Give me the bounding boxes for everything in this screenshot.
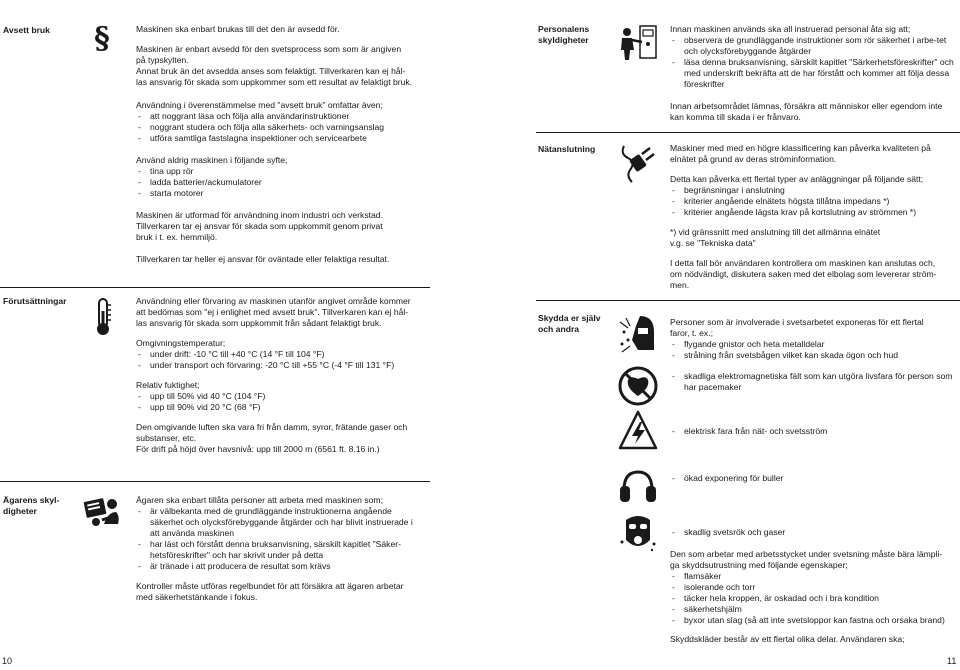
text-line: Relativ fuktighet; <box>136 380 200 390</box>
list-item: - under transport och förvaring: -20 °C till +55 °C (-4 °F till 131 °F) <box>136 360 436 371</box>
mask-goggles-icon <box>618 512 658 554</box>
text-line: kan komma till skada i er frånvaro. <box>670 112 801 122</box>
forut-block-1 <box>136 296 436 329</box>
list-item: - ökad exponering för buller <box>670 473 958 484</box>
list-item: - isolerande och torr <box>670 582 958 593</box>
forut-block-3 <box>136 380 436 413</box>
text-line: faror, t. ex.; <box>670 328 713 338</box>
text-line: Maskinen är utformad för användning inom industri och verkstad. <box>136 210 383 220</box>
text-line: las ansvarig för skada som uppkommit från sådant felaktigt bruk. <box>136 318 382 328</box>
avsett-text-2 <box>136 100 436 274</box>
text-line: med säkerhetstänkande i fokus. <box>136 592 258 602</box>
list-item: - elektrisk fara från nät- och svetsström <box>670 426 958 437</box>
natanslutning-text <box>670 143 958 300</box>
forut-block-4 <box>136 422 436 455</box>
list-item: - upp till 90% vid 20 °C (68 °F) <box>136 402 436 413</box>
list-item: - är välbekanta med de grundläggande instruktionerna angående säkerhet och olycksförebyggande åtgärder och har blivit instruerade i att använda maskinen <box>136 506 424 539</box>
list-item: - utföra samtliga fastslagna inspektioner och servicearbete <box>136 133 436 144</box>
svg-text:§: § <box>94 24 110 52</box>
text-line: att bedömas som "ej i enlighet med avsett bruk". Tillverkaren kan ej hål- <box>136 307 409 317</box>
nat-block-3 <box>670 227 958 249</box>
page-number-left: 10 <box>2 656 13 666</box>
skydda-noise <box>670 473 958 484</box>
skydda-pacemaker <box>670 371 958 393</box>
list-item: - täcker hela kroppen, är oskadad och i bra kondition <box>670 593 958 604</box>
label-line: och andra <box>538 324 580 334</box>
avsett-block-4 <box>136 155 436 199</box>
list-item: - starta motorer <box>136 188 436 199</box>
list-item: - tina upp rör <box>136 166 436 177</box>
text-line: Den som arbetar med arbetsstycket under svetsning måste bära lämpli- <box>670 549 943 559</box>
text-line: Annat bruk än det avsedda anses som felaktigt. Tillverkaren kan ej hål- <box>136 66 406 76</box>
text-line: Detta kan påverka ett flertal typer av anläggningar på följande sätt; <box>670 174 924 184</box>
sparks-welder-icon <box>618 310 662 360</box>
label-line: Ägarens skyl- <box>3 495 60 505</box>
text-line: Maskinen ska enbart brukas till det den är avsedd för. <box>136 24 340 34</box>
list-item: - strålning från svetsbågen vilket kan skada ögon och hud <box>670 350 958 361</box>
list-item: - upp till 50% vid 40 °C (104 °F) <box>136 391 436 402</box>
list-item: - säkerhetshjälm <box>670 604 958 615</box>
forutsattningar-text <box>136 296 436 464</box>
text-line: Maskiner med med en högre klassificering kan påverka kvaliteten på <box>670 143 931 153</box>
list-item: - flamsäker <box>670 571 958 582</box>
text-line: v.g. se "Tekniska data" <box>670 238 756 248</box>
text-line: på typskylten. <box>136 55 189 65</box>
list-item: - flygande gnistor och heta metalldelar <box>670 339 958 350</box>
text-line: *) vid gränssnitt med anslutning till det allmänna elnätet <box>670 227 881 237</box>
agarens-block-2 <box>136 581 424 603</box>
text-line: Använd aldrig maskinen i följande syfte; <box>136 155 288 165</box>
text-line: ga skyddsutrustning med följande egenskaper; <box>670 560 848 570</box>
page-number-right: 11 <box>947 656 957 666</box>
section-label-agarens <box>3 495 83 517</box>
text-line: Användning i överenstämmelse med "avsett bruk" omfattar även; <box>136 100 383 110</box>
forut-block-2 <box>136 338 436 371</box>
text-line: substanser, etc. <box>136 433 197 443</box>
list-item: - kriterier angående lägsta krav på kortslutning av strömmen *) <box>670 207 958 218</box>
text-line: Tillverkaren tar heller ej ansvar för oväntade eller felaktiga resultat. <box>136 254 390 264</box>
section-label-skydda <box>538 313 618 335</box>
electric-hazard-icon <box>618 410 658 452</box>
personalens-text <box>670 24 958 132</box>
label-line: Skydda er själv <box>538 313 601 323</box>
text-line: bruk i t. ex. hemmiljö. <box>136 232 218 242</box>
list-item: - skadlig svetsrök och gaser <box>670 527 958 538</box>
list-item: - skadliga elektromagnetiska fält som kan utgöra livsfara för person som har pacemaker <box>670 371 958 393</box>
section-label-avsett-bruk: Avsett bruk <box>3 25 50 35</box>
list-item: - byxor utan slag (så att inte svetsloppor kan fastna och orsaka brand) <box>670 615 958 626</box>
paragraph-section-icon <box>88 24 116 52</box>
text-line: elnätet på grund av deras ströminformation. <box>670 154 837 164</box>
agarens-block-1 <box>136 495 424 572</box>
ear-protection-icon <box>618 470 658 506</box>
list-item: - begränsningar i anslutning <box>670 185 958 196</box>
person-at-cabinet-icon <box>618 22 660 62</box>
skydda-electric <box>670 426 958 437</box>
skydda-clothing <box>670 549 958 626</box>
label-line: digheter <box>3 506 37 516</box>
avsett-block-6 <box>136 254 436 265</box>
nat-block-1 <box>670 143 958 165</box>
list-item: - noggrant studera och följa alla säkerhets- och varningsanslag <box>136 122 436 133</box>
section-divider <box>536 300 960 301</box>
section-label-natanslutning: Nätanslutning <box>538 144 596 154</box>
text-line: Personer som är involverade i svetsarbetet exponeras för ett flertal <box>670 317 924 327</box>
text-line: las ansvarig för skada som uppkommer som ett resultat av felaktigt bruk. <box>136 77 413 87</box>
text-line: För drift på höjd över havsnivå: upp till 2000 m (6561 ft. 8.16 in.) <box>136 444 380 454</box>
list-item: - kriterier angående elnätets högsta tillåtna impedans *) <box>670 196 958 207</box>
avsett-block-5 <box>136 210 436 243</box>
list-item: - har läst och förstått denna bruksanvisning, särskilt kapitlet "Säker-hetsföreskrifter" och har skrivit under på detta <box>136 539 424 561</box>
avsett-block-1 <box>136 24 436 35</box>
text-line: Tillverkaren tar ej ansvar för skada som uppkommit genom privat <box>136 221 383 231</box>
skydda-footer: Skyddskläder består av ett flertal olika delar. Användaren ska; <box>670 634 905 644</box>
avsett-block-3 <box>136 100 436 144</box>
list-item: - observera de grundläggande instruktioner som rör säkerhet i arbe-tet och olycksförebyggande åtgärder <box>670 35 958 57</box>
text-line: Den omgivande luften ska vara fri från damm, syror, frätande gaser och <box>136 422 408 432</box>
text-line: Innan maskinen används ska all instruerad personal åta sig att; <box>670 24 911 34</box>
avsett-text <box>136 24 436 97</box>
text-line: om nödvändigt, diskutera saken med det elbolag som levererar ström- <box>670 269 937 279</box>
section-label-forutsattningar: Förutsättningar <box>3 296 67 306</box>
section-divider <box>0 481 430 482</box>
avsett-block-2 <box>136 44 436 88</box>
power-plug-icon <box>618 142 658 186</box>
list-item: - är tränade i att producera de resultat som krävs <box>136 561 424 572</box>
text-line: Omgivningstemperatur; <box>136 338 226 348</box>
label-line: Personalens <box>538 24 590 34</box>
text-line: Ägaren ska enbart tillåta personer att arbeta med maskinen som; <box>136 495 383 505</box>
nat-block-2 <box>670 174 958 218</box>
section-label-personalens <box>538 24 618 46</box>
list-item: - läsa denna bruksanvisning, särskilt kapitlet "Särkerhetsföreskrifter" och med underskrift bekräfta att de har förstått och kommer att följa dessa föreskrifter <box>670 57 958 90</box>
text-line: Användning eller förvaring av maskinen utanför angivet område kommer <box>136 296 411 306</box>
reading-manual-icon <box>82 494 122 530</box>
section-divider <box>0 287 430 288</box>
skydda-gas <box>670 527 958 538</box>
text-line: men. <box>670 280 690 290</box>
list-item: - under drift: -10 °C till +40 °C (14 °F till 104 °F) <box>136 349 436 360</box>
pers-block-2 <box>670 101 958 123</box>
list-item: - ladda batterier/ackumulatorer <box>136 177 436 188</box>
text-line: Kontroller måste utföras regelbundet för att försäkra att ägaren arbetar <box>136 581 404 591</box>
agarens-text <box>136 495 424 612</box>
label-line: skyldigheter <box>538 35 589 45</box>
text-line: Maskinen är enbart avsedd för den svetsprocess som som är angiven <box>136 44 402 54</box>
list-item: - att noggrant läsa och följa alla användarinstruktioner <box>136 111 436 122</box>
skydda-intro <box>670 317 958 361</box>
thermometer-icon <box>92 297 114 337</box>
section-divider <box>536 132 960 133</box>
pers-block-1 <box>670 24 958 90</box>
text-line: Innan arbetsområdet lämnas, försäkra att människor eller egendom inte <box>670 101 943 111</box>
pacemaker-warning-icon <box>618 366 658 406</box>
text-line: I detta fall bör användaren kontrollera om maskinen kan anslutas och, <box>670 258 936 268</box>
nat-block-4 <box>670 258 958 291</box>
